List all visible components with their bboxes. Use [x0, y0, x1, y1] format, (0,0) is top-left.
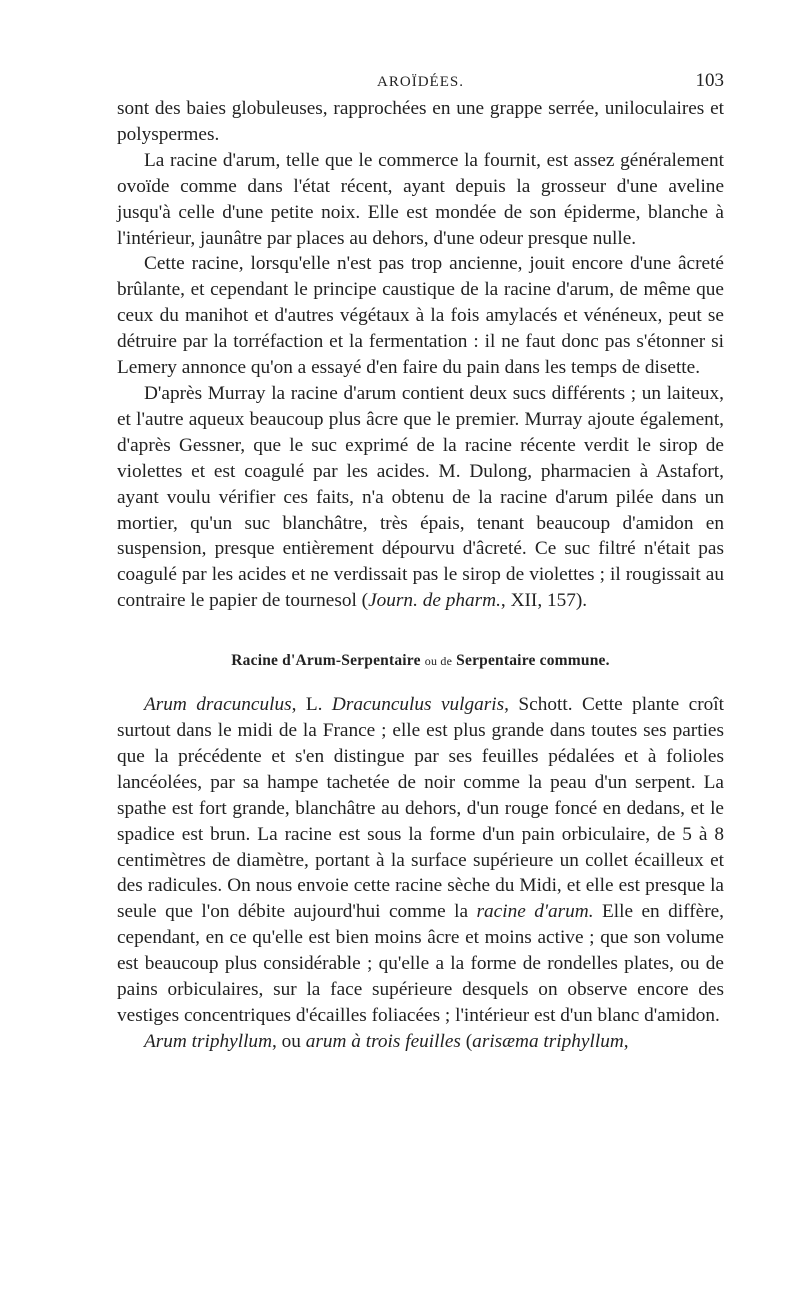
- species-name-arum-triphyllum: Arum triphyllum: [144, 1030, 273, 1052]
- text-segment: Elle en diffère, cependant, en ce qu'elle est bien moins âcre et moins active ; que son volume est beaucoup plus considérable ; qu'elle a la forme de rondelles plates, ou de pains orbiculaires, sur la face supérieure desquels on observe encore des vestiges concentriques d'écailles foliacées ; l'intérieur est d'un blanc d'amidon.: [117, 901, 725, 1026]
- page-header: [117, 70, 724, 96]
- common-name-three-leaves: arum à trois feuilles: [305, 1030, 461, 1052]
- section-heading-part1: Racine d'Arum-Serpentaire: [231, 652, 421, 670]
- species-name-dracunculus-vulgaris: Dracunculus vulgaris: [331, 694, 505, 716]
- section-heading-part2: Serpentaire commune.: [456, 652, 610, 670]
- section-heading-connector: ou de: [424, 654, 453, 669]
- citation-reference: , XII, 157).: [500, 590, 588, 612]
- murray-text: D'après Murray la racine d'arum contient deux sucs différents ; un laiteux, et l'autre aqueux beaucoup plus âcre que le premier. Murray ajoute également, d'après Gessner, que le suc exprimé de la racine récente verdit le sirop de violettes et est coagulé par les acides. M. Dulong, pharmacien à Astafort, ayant voulu vérifier ces faits, n'a obtenu de la racine d'arum pilée dans un mortier, qu'un suc blanchâtre, très épais, tenant beaucoup d'amidon en suspension, presque entièrement dépourvu d'âcreté. Ce suc filtré n'était pas coagulé par les acides et ne verdissait pas le sirop de violettes ; il rougissait au contraire le papier de tournesol (: [117, 382, 724, 612]
- page-number: 103: [695, 70, 724, 91]
- text-segment: , ou: [272, 1030, 306, 1052]
- paragraph-acrete: Cette racine, lorsqu'elle n'est pas trop ancienne, jouit encore d'une âcreté brûlante, et cependant le principe caustique de la racine d'arum, de même que ceux du manihot et d'autres végétaux à la fois amylacés et vénéneux, peut se détruire par la torréfaction et la fermentation : il ne faut donc pas s'étonner si Lemery annonce qu'on a essayé d'en faire du pain dans les temps de disette.: [117, 253, 724, 379]
- text-segment: ,: [623, 1030, 629, 1052]
- text-segment: (: [460, 1030, 473, 1052]
- text-segment: , Schott. Cette plante croît surtout dans le midi de la France ; elle est plus grande dans toutes ses parties que la précédente et s'en distingue par ses feuilles pédalées et à folioles lancéolées, par sa hampe tachetée de noir comme la peau d'un serpent. La spathe est fort grande, blanchâtre au dehors, d'un rouge foncé en dedans, et le spadice est brun. La racine est sous la forme d'un pain orbiculaire, de 5 à 8 centimètres de diamètre, portant à la surface supérieure un collet écailleux et des radicules. On nous envoie cette racine sèche du Midi, et elle est presque la seule que l'on débite aujourd'hui comme la: [117, 694, 724, 923]
- term-racine-arum: racine d'arum.: [476, 901, 594, 923]
- paragraph-triphyllum: [117, 1029, 724, 1055]
- paragraph-murray: [117, 381, 724, 614]
- book-page: [117, 70, 724, 1055]
- journal-citation: Journ. de pharm.: [368, 590, 501, 612]
- species-name-arum-dracunculus: Arum dracunculus: [144, 694, 292, 716]
- species-name-arisaema: arisæma triphyllum: [472, 1030, 624, 1052]
- text-segment: , L.: [291, 694, 332, 716]
- section-heading: [117, 652, 724, 670]
- running-head: AROÏDÉES.: [377, 74, 464, 90]
- paragraph-dracunculus: [117, 692, 724, 1029]
- paragraph-racine-arum: La racine d'arum, telle que le commerce la fournit, est assez généralement ovoïde comme dans l'état récent, ayant depuis la grosseur d'une aveline jusqu'à celle d'une petite noix. Elle est mondée de son épiderme, blanche à l'intérieur, jaunâtre par places au dehors, d'une odeur presque nulle.: [117, 149, 724, 249]
- paragraph-continuation: sont des baies globuleuses, rapprochées en une grappe serrée, uniloculaires et polyspermes.: [117, 98, 724, 145]
